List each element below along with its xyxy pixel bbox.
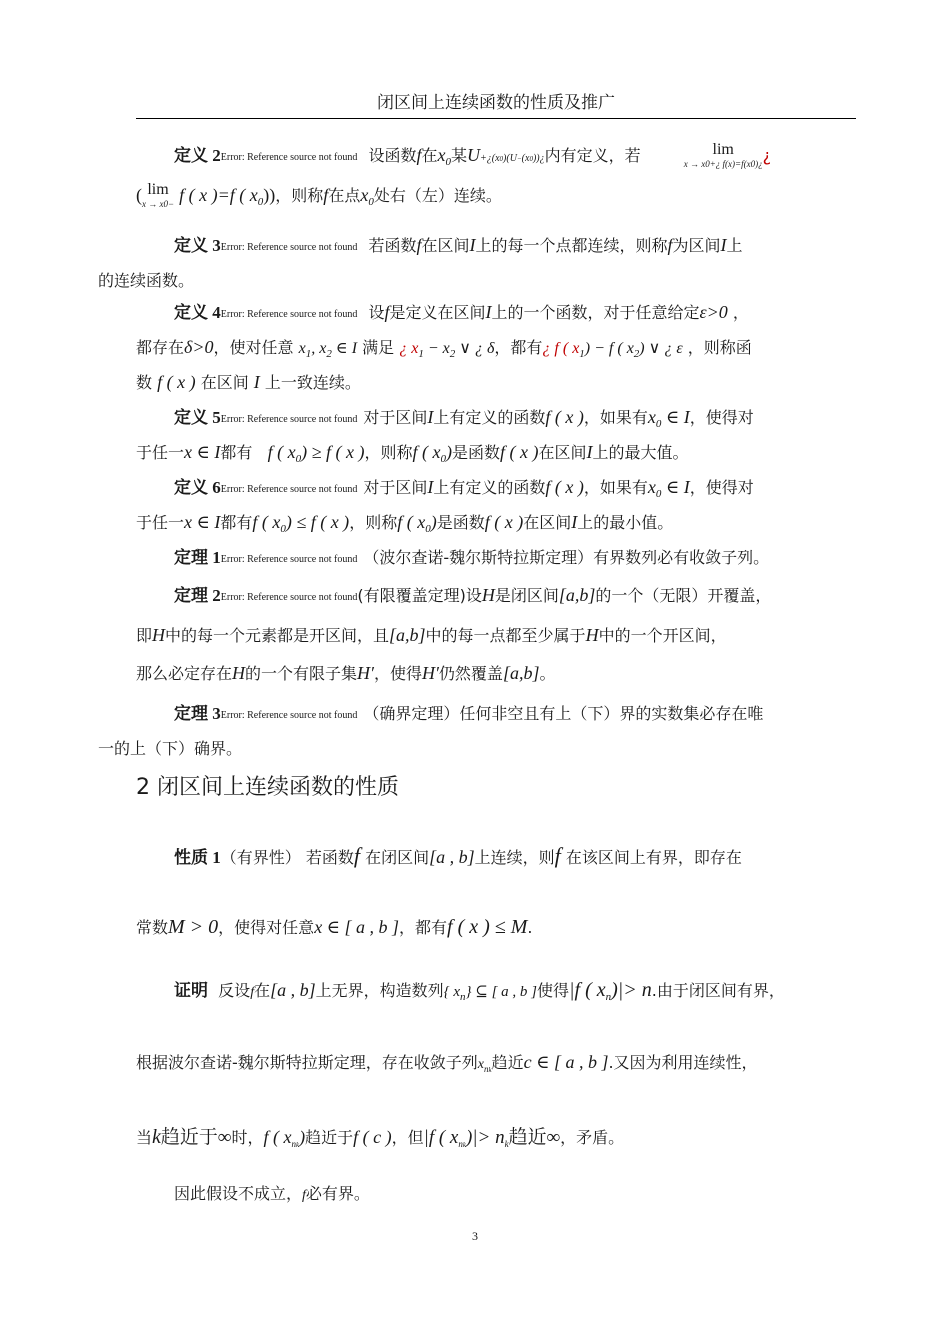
conclusion: 因此假设不成立，f必有界。: [174, 1184, 370, 1203]
definition-6-line-2: 于任一x ∈ I都有f ( $x_0) \le f$ ( x )，则称f ( $x_0$)是函数f ( x )在区间I上的最小值。: [136, 512, 674, 536]
definition-label: 定义 5: [174, 408, 221, 427]
theorem-3: 定理 $3^{Error: Reference source not found}$ （确界定理）任何非空且有上（下）界的实数集必存在唯 一的上（下）确界。: [98, 704, 764, 758]
definition-label: 定义 2: [174, 146, 221, 165]
definition-label: 定义 4: [174, 303, 221, 322]
proof-paragraph: 证明 反设f在[a , b]上无界，构造数列{ $x_n$} ⊆ [ a , b ]使得|f ( $x_n)|> n$.由于闭区间有界，: [174, 979, 785, 1004]
theorem-label: 定理 3: [174, 704, 221, 723]
theorem-2-line-2: 即H中的每一个元素都是开区间，且[a,b]中的每一点都至少属于H中的一个开区间，: [136, 625, 727, 645]
definition-2-line-2: ( lim x → x0− f ( x )=f ( $x_0$))，则称f在点$x_0$处右（左）连续。: [136, 180, 502, 209]
neighborhood-symbol: U: [467, 145, 481, 165]
definition-4-line-2: 都存在δ>0，使对任意 $x_1$, $x_2$ ∈ I 满足 ¿ $x_1 - x_2$ ∨ ¿ δ，都有¿ f ( $x_1) - f$ ( $x_2$) ∨ ¿ ε ，则称函: [136, 337, 752, 361]
theorem-2: 定理 $2^{Error: Reference source not found}$(有限覆盖定理)设H是闭区间[a,b]的一个（无限）开覆盖，: [174, 585, 772, 605]
proof-label: 证明: [174, 981, 208, 1000]
theorem-label: 定理 1: [174, 548, 221, 567]
property-label: 性质 1: [174, 848, 221, 867]
proof-line-3: 当k趋近于∞时，f ( $x_{nk}$)趋近于f ( c )，但|f ( $x_{nk})|> n_k$趋近∞，矛盾。: [136, 1126, 625, 1150]
theorem-1: 定理 $1^{Error: Reference source not found}$ （波尔查诺-魏尔斯特拉斯定理）有界数列必有收敛子列。: [174, 548, 770, 567]
definition-3: 定义 $3^{Error: Reference source not found}$ 若函数f在区间I上的每一个点都连续，则称f为区间I上 的连续函数。: [98, 235, 743, 290]
section-heading: 2 闭区间上连续函数的性质: [136, 775, 399, 800]
red-char: ¿: [762, 146, 772, 165]
definition-label: 定义 3: [174, 236, 221, 255]
definition-5-line-2: 于任一x ∈ I都有 f ( $x_0) \ge f$ ( x )，则称f ( $x_0$)是函数f ( x )在区间I上的最大值。: [136, 442, 689, 466]
definition-4: 定义 $4^{Error: Reference source not found}$ 设f是定义在区间I上的一个函数，对于任意给定ε>0 ，: [174, 302, 749, 322]
reference-error: Error: Reference source not found: [220, 414, 358, 425]
proof-line-2: 根据波尔查诺-魏尔斯特拉斯定理，存在收敛子列$x_{nk}$趋近c ∈ [ a , b ].又因为利用连续性，: [136, 1052, 758, 1075]
definition-2: 定义 $2^{Error: Reference source not found}$ 设函数f在$x_0$某U+¿(x0)(U−(x0))¿内有定义，若 lim x → x0+¿ f(x)=f(x0)¿ ¿: [174, 140, 772, 169]
definition-5: 定义 $5^{Error: Reference source not found}$ 对于区间I上有定义的函数f ( x )，如果有$x_0$ ∈ I，使得对: [174, 407, 754, 431]
theorem-2-line-3: 那么必定存在H的一个有限子集H′，使得H′仍然覆盖[a,b]。: [136, 663, 556, 683]
definition-label: 定义 6: [174, 478, 221, 497]
definition-6: 定义 $6^{Error: Reference source not found}$ 对于区间I上有定义的函数f ( x )，如果有$x_0$ ∈ I，使得对: [174, 477, 754, 501]
limit-expression: lim x → x0+¿ f(x)=f(x0)¿: [683, 140, 763, 169]
reference-error: Error: Reference source not found: [220, 592, 358, 603]
running-header: 闭区间上连续函数的性质及推广: [136, 88, 856, 119]
property-1-line-2: 常数M > 0，使得对任意x ∈ [ a , b ]，都有f ( x ) ≤ M.: [136, 916, 533, 938]
theorem-label: 定理 2: [174, 586, 221, 605]
reference-error: Error: Reference source not found: [220, 484, 358, 495]
property-1: 性质 1（有界性） 若函数f 在闭区间[a , b]上连续，则f 在该区间上有界，即存在: [174, 843, 742, 868]
definition-4-line-3: 数 f ( x ) 在区间 I 上一致连续。: [136, 372, 361, 392]
reference-error: Error: Reference source not found: [220, 152, 358, 163]
reference-error: Error: Reference source not found: [220, 710, 358, 721]
page-number: 3: [472, 1229, 478, 1243]
reference-error: Error: Reference source not found: [220, 309, 358, 320]
left-limit-expression: lim x → x0−: [142, 180, 175, 209]
reference-error: Error: Reference source not found: [220, 554, 358, 565]
reference-error: Error: Reference source not found: [220, 242, 358, 253]
